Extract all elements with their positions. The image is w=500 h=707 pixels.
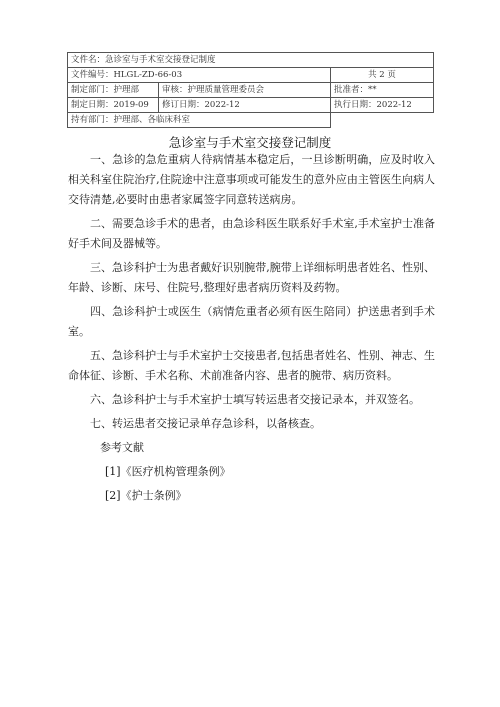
reference-item: [1]《医疗机构管理条例》 [105, 465, 231, 478]
paragraph-3: 三、急诊科护士为患者戴好识别腕带,腕带上详细标明患者姓名、性别、年龄、诊断、床号、住院号,整理好患者病历资料及药物。 [68, 261, 435, 294]
paragraph-6: 六、急诊科护士与手术室护士填写转运患者交接记录本，并双签名。 [90, 393, 420, 406]
exec-date: 执行日期：2022-12 [331, 98, 434, 113]
made-date: 制定日期：2019-09 [68, 98, 159, 113]
paragraph-7: 七、转运患者交接记录单存急诊科，以备核查。 [90, 417, 321, 430]
reference-item: [2]《护士条例》 [105, 489, 187, 502]
document-header-table [67, 52, 434, 128]
file-name: 文件名：急诊室与手术室交接登记制度 [68, 53, 434, 68]
revised-date: 修订日期：2022-12 [159, 98, 331, 113]
document-title: 急诊室与手术室交接登记制度 [168, 135, 332, 150]
header-blank [331, 113, 434, 128]
paragraph-1: 一、急诊的急危重病人待病情基本稳定后，一旦诊断明确，应及时收入相关科室住院治疗,住院途中注意事项或可能发生的意外应由主管医生向病人交待清楚,必要时由患者家属签字同意转送病房。 [68, 153, 435, 206]
document-body [68, 150, 435, 506]
paragraph-4: 四、急诊科护士或医生（病情危重者必须有医生陪同）护送患者到手术室。 [68, 305, 435, 338]
page-count: 共 2 页 [331, 68, 434, 83]
approver: 批准者：** [331, 83, 434, 98]
references-heading: 参考文献 [100, 441, 144, 454]
paragraph-5: 五、急诊科护士与手术室护士交接患者,包括患者姓名、性别、神志、生命体征、诊断、手术名称、术前准备内容、患者的腕带、病历资料。 [68, 349, 435, 382]
file-number: 文件编号：HLGL-ZD-66-03 [68, 68, 331, 83]
paragraph-2: 二、需要急诊手术的患者，由急诊科医生联系好手术室,手术室护士准备好手术间及器械等。 [68, 217, 435, 250]
reviewer: 审核：护理质量管理委员会 [159, 83, 331, 98]
holding-departments: 持有部门：护理部、各临床科室 [68, 113, 331, 128]
department: 制定部门：护理部 [68, 83, 159, 98]
